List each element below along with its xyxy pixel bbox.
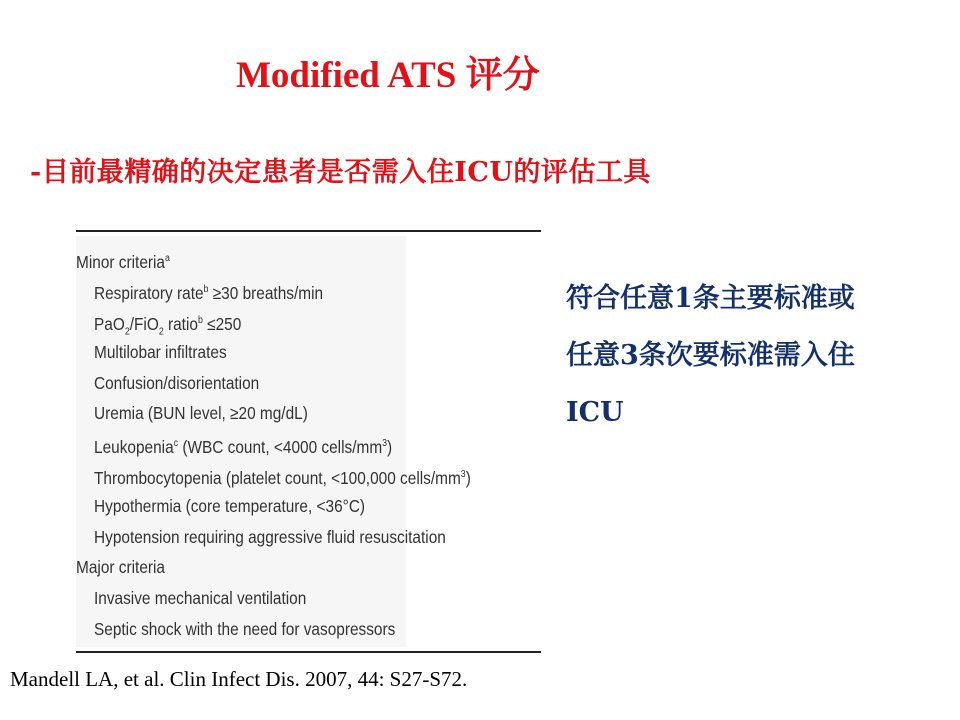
criterion-text: Hypotension requiring aggressive fluid resuscitation: [94, 527, 446, 547]
icu-admission-note: [566, 270, 916, 441]
criteria-table: [76, 230, 541, 653]
criterion-text: Confusion/disorientation: [94, 373, 260, 393]
criterion-thrombocytopenia: [94, 464, 471, 489]
minor-criteria-heading: [76, 248, 170, 273]
criterion-confusion: [94, 372, 259, 394]
criterion-hypotension: [94, 526, 446, 548]
major-criteria-heading: [76, 556, 165, 578]
minor-criteria-label: Minor criteria: [76, 251, 166, 272]
criterion-text: Multilobar infiltrates: [94, 342, 227, 362]
footnote-c: c: [173, 438, 179, 449]
criterion-text: Respiratory rate: [94, 282, 204, 303]
criterion-text: Invasive mechanical ventilation: [94, 588, 307, 608]
criterion-pao2-fio2: [94, 310, 241, 343]
note-line-2: 任意3条次要标准需入住: [566, 340, 855, 371]
subscript-2: 2: [124, 326, 130, 338]
criterion-end: ): [465, 467, 471, 488]
footnote-a: a: [165, 253, 170, 264]
criterion-end: ): [387, 436, 393, 457]
slide-subtitle: -目前最精确的决定患者是否需入住ICU的评估工具: [30, 157, 651, 188]
criterion-respiratory-rate: [94, 279, 323, 304]
criterion-text: Thrombocytopenia (platelet count, <100,000 cells/mm: [94, 467, 461, 488]
criterion-text: Septic shock with the need for vasopressors: [94, 619, 396, 639]
criterion-threshold: ≥30 breaths/min: [208, 282, 324, 303]
superscript-3: 3: [460, 469, 466, 480]
criterion-text: Leukopenia: [94, 436, 174, 457]
criterion-leukopenia: [94, 433, 392, 458]
criterion-uremia: [94, 402, 308, 424]
note-line-3: ICU: [566, 397, 624, 428]
major-criteria-label: Major criteria: [76, 557, 166, 577]
criterion-multilobar: [94, 341, 227, 363]
criterion-text: Hypothermia (core temperature, <36°C): [94, 496, 366, 516]
criterion-mechanical-ventilation: [94, 587, 306, 609]
note-line-1: 符合任意1条主要标准或: [566, 283, 855, 314]
citation: Mandell LA, et al. Clin Infect Dis. 2007, 44: S27-S72.: [10, 667, 468, 691]
footnote-b: b: [197, 315, 203, 326]
criterion-hypothermia: [94, 495, 365, 517]
criterion-text-fio: /FiO: [129, 313, 159, 334]
criterion-text: ratio: [163, 313, 198, 334]
criterion-text: Uremia (BUN level, ≥20 mg/dL): [94, 403, 308, 423]
criterion-threshold: ≤250: [202, 313, 242, 334]
criterion-threshold: (WBC count, <4000 cells/mm: [178, 436, 383, 457]
superscript-3: 3: [382, 438, 388, 449]
criterion-septic-shock: [94, 618, 395, 640]
slide-title: Modified ATS 评分: [236, 55, 540, 96]
criterion-text-pao: PaO: [94, 313, 125, 334]
footnote-b: b: [203, 284, 209, 295]
subscript-2: 2: [158, 326, 164, 338]
